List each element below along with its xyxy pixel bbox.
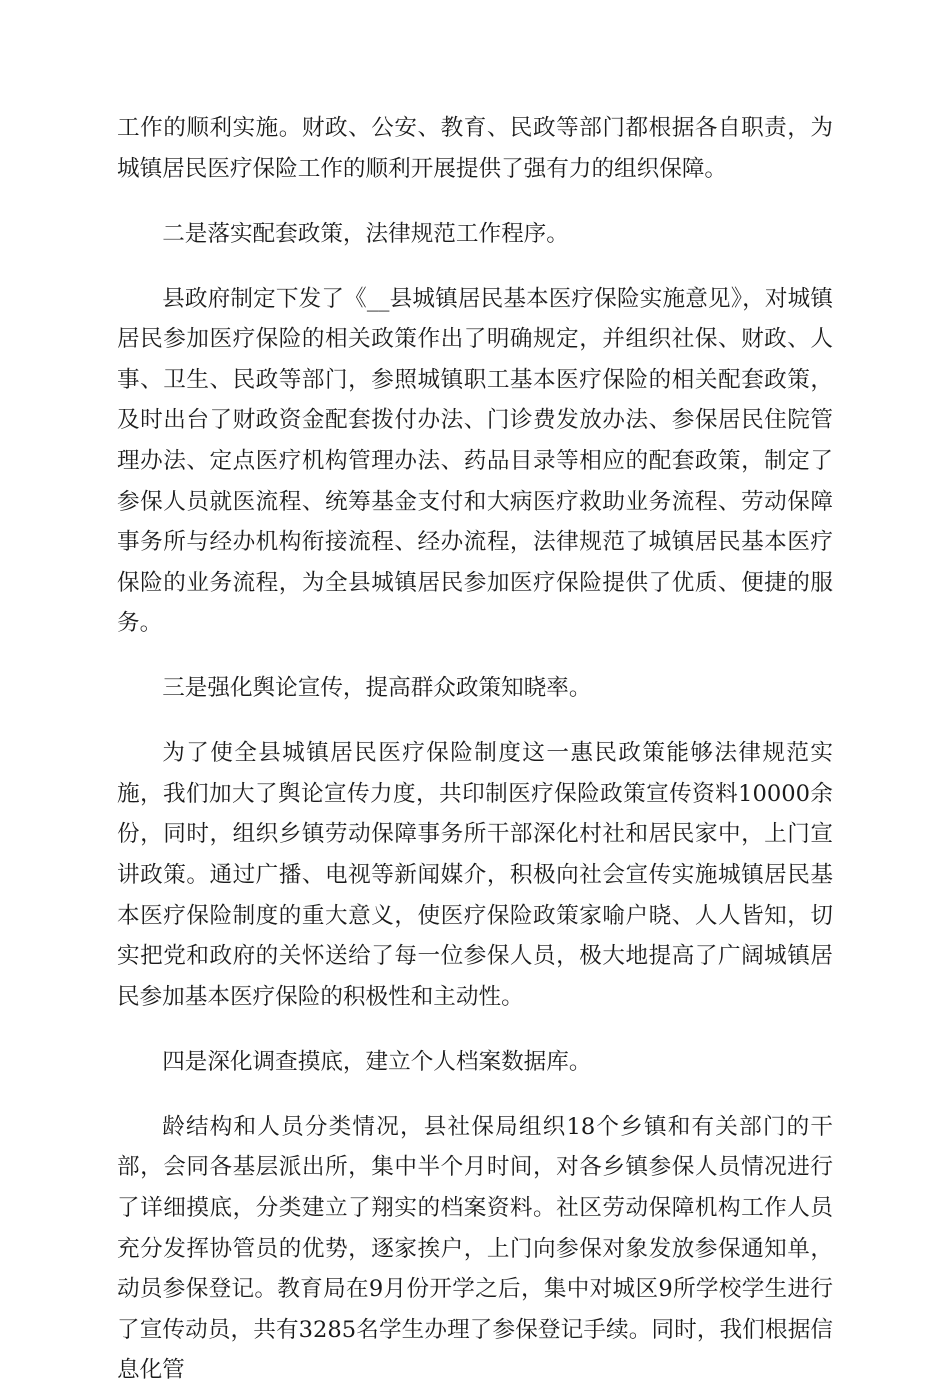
paragraph-survey: 龄结构和人员分类情况，县社保局组织18个乡镇和有关部门的干部，会同各基层派出所，集中半个月时间，对各乡镇参保人员情况进行了详细摸底，分类建立了翔实的档案资料。社区劳动保障机构工作人员充分发挥协管员的优势，逐家挨户，上门向参保对象发放参保通知单，动员参保登记。教育局在9月份开学之后，集中对城区9所学校学生进行了宣传动员，共有3285名学生办理了参保登记手续。同时，我们根据信息化管 bbox=[117, 1113, 833, 1384]
paragraph-continuation: 工作的顺利实施。财政、公安、教育、民政等部门都根据各自职责，为城镇居民医疗保险工作的顺利开展提供了强有力的组织保障。 bbox=[117, 115, 833, 182]
section-heading-4: 四是深化调查摸底，建立个人档案数据库。 bbox=[162, 1048, 592, 1075]
document-body bbox=[117, 108, 833, 1391]
paragraph-publicity: 为了使全县城镇居民医疗保险制度这一惠民政策能够法律规范实施，我们加大了舆论宣传力度，共印制医疗保险政策宣传资料10000余份，同时，组织乡镇劳动保障事务所干部深化村社和居民家中，上门宣讲政策。通过广播、电视等新闻媒介，积极向社会宣传实施城镇居民基本医疗保险制度的重大意义，使医疗保险政策家喻户晓、人人皆知，切实把党和政府的关怀送给了每一位参保人员，极大地提高了广阔城镇居民参加基本医疗保险的积极性和主动性。 bbox=[117, 740, 833, 1010]
paragraph-policy: 县政府制定下发了《__县城镇居民基本医疗保险实施意见》，对城镇居民参加医疗保险的相关政策作出了明确规定，并组织社保、财政、人事、卫生、民政等部门，参照城镇职工基本医疗保险的相关配套政策，及时出台了财政资金配套拨付办法、门诊费发放办法、参保居民住院管理办法、定点医疗机构管理办法、药品目录等相应的配套政策，制定了参保人员就医流程、统筹基金支付和大病医疗救助业务流程、劳动保障事务所与经办机构衔接流程、经办流程，法律规范了城镇居民基本医疗保险的业务流程，为全县城镇居民参加医疗保险提供了优质、便捷的服务。 bbox=[117, 285, 833, 637]
section-heading-3: 三是强化舆论宣传，提高群众政策知晓率。 bbox=[162, 675, 592, 702]
section-heading-2: 二是落实配套政策，法律规范工作程序。 bbox=[162, 220, 569, 247]
